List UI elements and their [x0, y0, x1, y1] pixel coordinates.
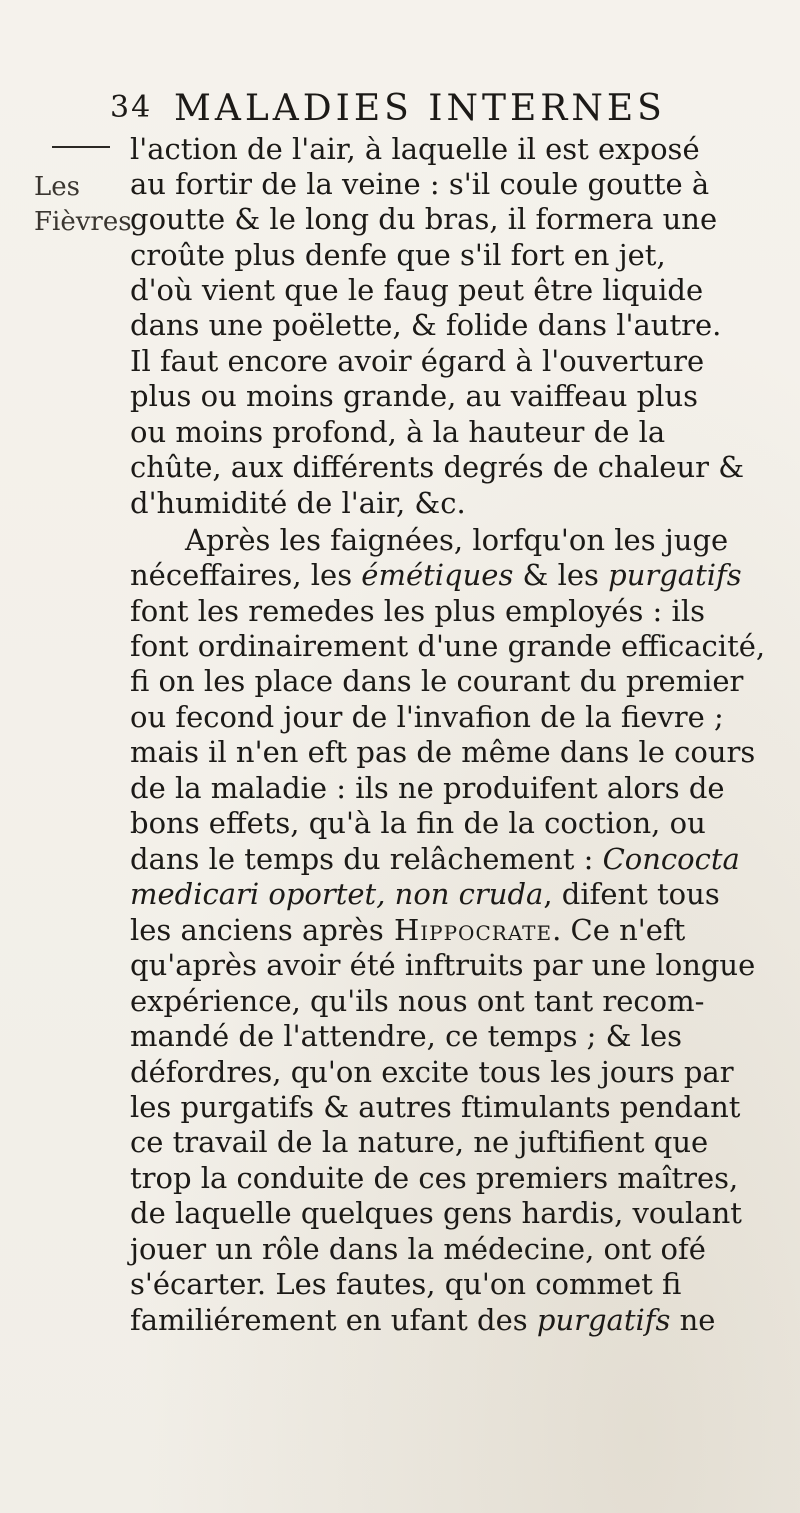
text-line: jouer un rôle dans la médecine, ont ofé — [130, 1232, 706, 1266]
text-line — [130, 913, 686, 947]
text-line: de laquelle quelques gens hardis, voulant — [130, 1196, 742, 1230]
purgatifs-term: purgatifs — [527, 1303, 671, 1337]
author-name: Hippocrate — [383, 913, 553, 947]
latin-quote: medicari oportet, non cruda — [130, 877, 544, 911]
text-line: ou fecond jour de l'invafion de la fievre ; — [130, 700, 724, 734]
margin-note-fievres: Fièvres — [34, 207, 132, 237]
text-line: mais il n'en eft pas de même dans le cours — [130, 735, 756, 769]
text-line: qu'après avoir été inftruits par une longue — [130, 948, 756, 982]
text-fragment: néceffaires, les — [130, 558, 353, 592]
margin-note-les: Les — [34, 172, 80, 202]
text-fragment: , difent tous — [543, 877, 720, 911]
text-line — [130, 842, 740, 876]
text-line: Après les faignées, lorfqu'on les juge — [185, 523, 729, 557]
text-line: de la maladie : ils ne produifent alors de — [130, 771, 725, 805]
text-line: croûte plus denfe que s'il fort en jet, — [130, 238, 666, 272]
text-line: défordres, qu'on excite tous les jours par — [130, 1055, 734, 1089]
text-fragment: dans le temps du relâchement : — [130, 842, 594, 876]
purgatifs-term: purgatifs — [608, 558, 742, 592]
text-fragment: familiérement en ufant des — [130, 1303, 528, 1337]
running-title: MALADIES INTERNES — [174, 88, 666, 129]
text-line: trop la conduite de ces premiers maîtres, — [130, 1161, 739, 1195]
emetiques-term: émétiques — [361, 558, 514, 592]
text-fragment: les anciens après — [130, 913, 384, 947]
text-line: les purgatifs & autres ftimulants pendant — [130, 1090, 741, 1124]
text-line — [130, 1303, 716, 1337]
text-line: ou moins profond, à la hauteur de la — [130, 415, 666, 449]
latin-quote: Concocta — [593, 842, 740, 876]
text-line: d'humidité de l'air, &c. — [130, 486, 466, 520]
text-line — [130, 877, 720, 911]
text-line: Il faut encore avoir égard à l'ouverture — [130, 344, 705, 378]
text-line: plus ou moins grande, au vaiffeau plus — [130, 379, 699, 413]
text-line: font ordinairement d'une grande efficacité, — [130, 629, 766, 663]
text-line: fi on les place dans le courant du premier — [130, 664, 744, 698]
margin-rule — [52, 146, 110, 148]
text-line: d'où vient que le faug peut être liquide — [130, 273, 704, 307]
text-line: bons effets, qu'à la fin de la coction, ou — [130, 806, 706, 840]
text-fragment: ne — [670, 1303, 716, 1337]
page-number: 34 — [110, 90, 153, 125]
text-line: font les remedes les plus employés : ils — [130, 594, 705, 628]
text-line: chûte, aux différents degrés de chaleur & — [130, 450, 745, 484]
page-header — [110, 88, 790, 128]
text-line — [130, 558, 742, 592]
text-line: mandé de l'attendre, ce temps ; & les — [130, 1019, 683, 1053]
text-line: dans une poëlette, & folide dans l'autre. — [130, 308, 722, 342]
text-line: goutte & le long du bras, il formera une — [130, 202, 718, 236]
text-fragment: . Ce n'eft — [552, 913, 686, 947]
text-line: s'écarter. Les fautes, qu'on commet fi — [130, 1267, 682, 1301]
text-line: expérience, qu'ils nous ont tant recom- — [130, 984, 705, 1018]
text-line: ce travail de la nature, ne juftifient que — [130, 1125, 709, 1159]
text-line: au fortir de la veine : s'il coule goutte à — [130, 167, 710, 201]
text-fragment: & les — [513, 558, 609, 592]
text-line: l'action de l'air, à laquelle il est exposé — [130, 132, 700, 166]
